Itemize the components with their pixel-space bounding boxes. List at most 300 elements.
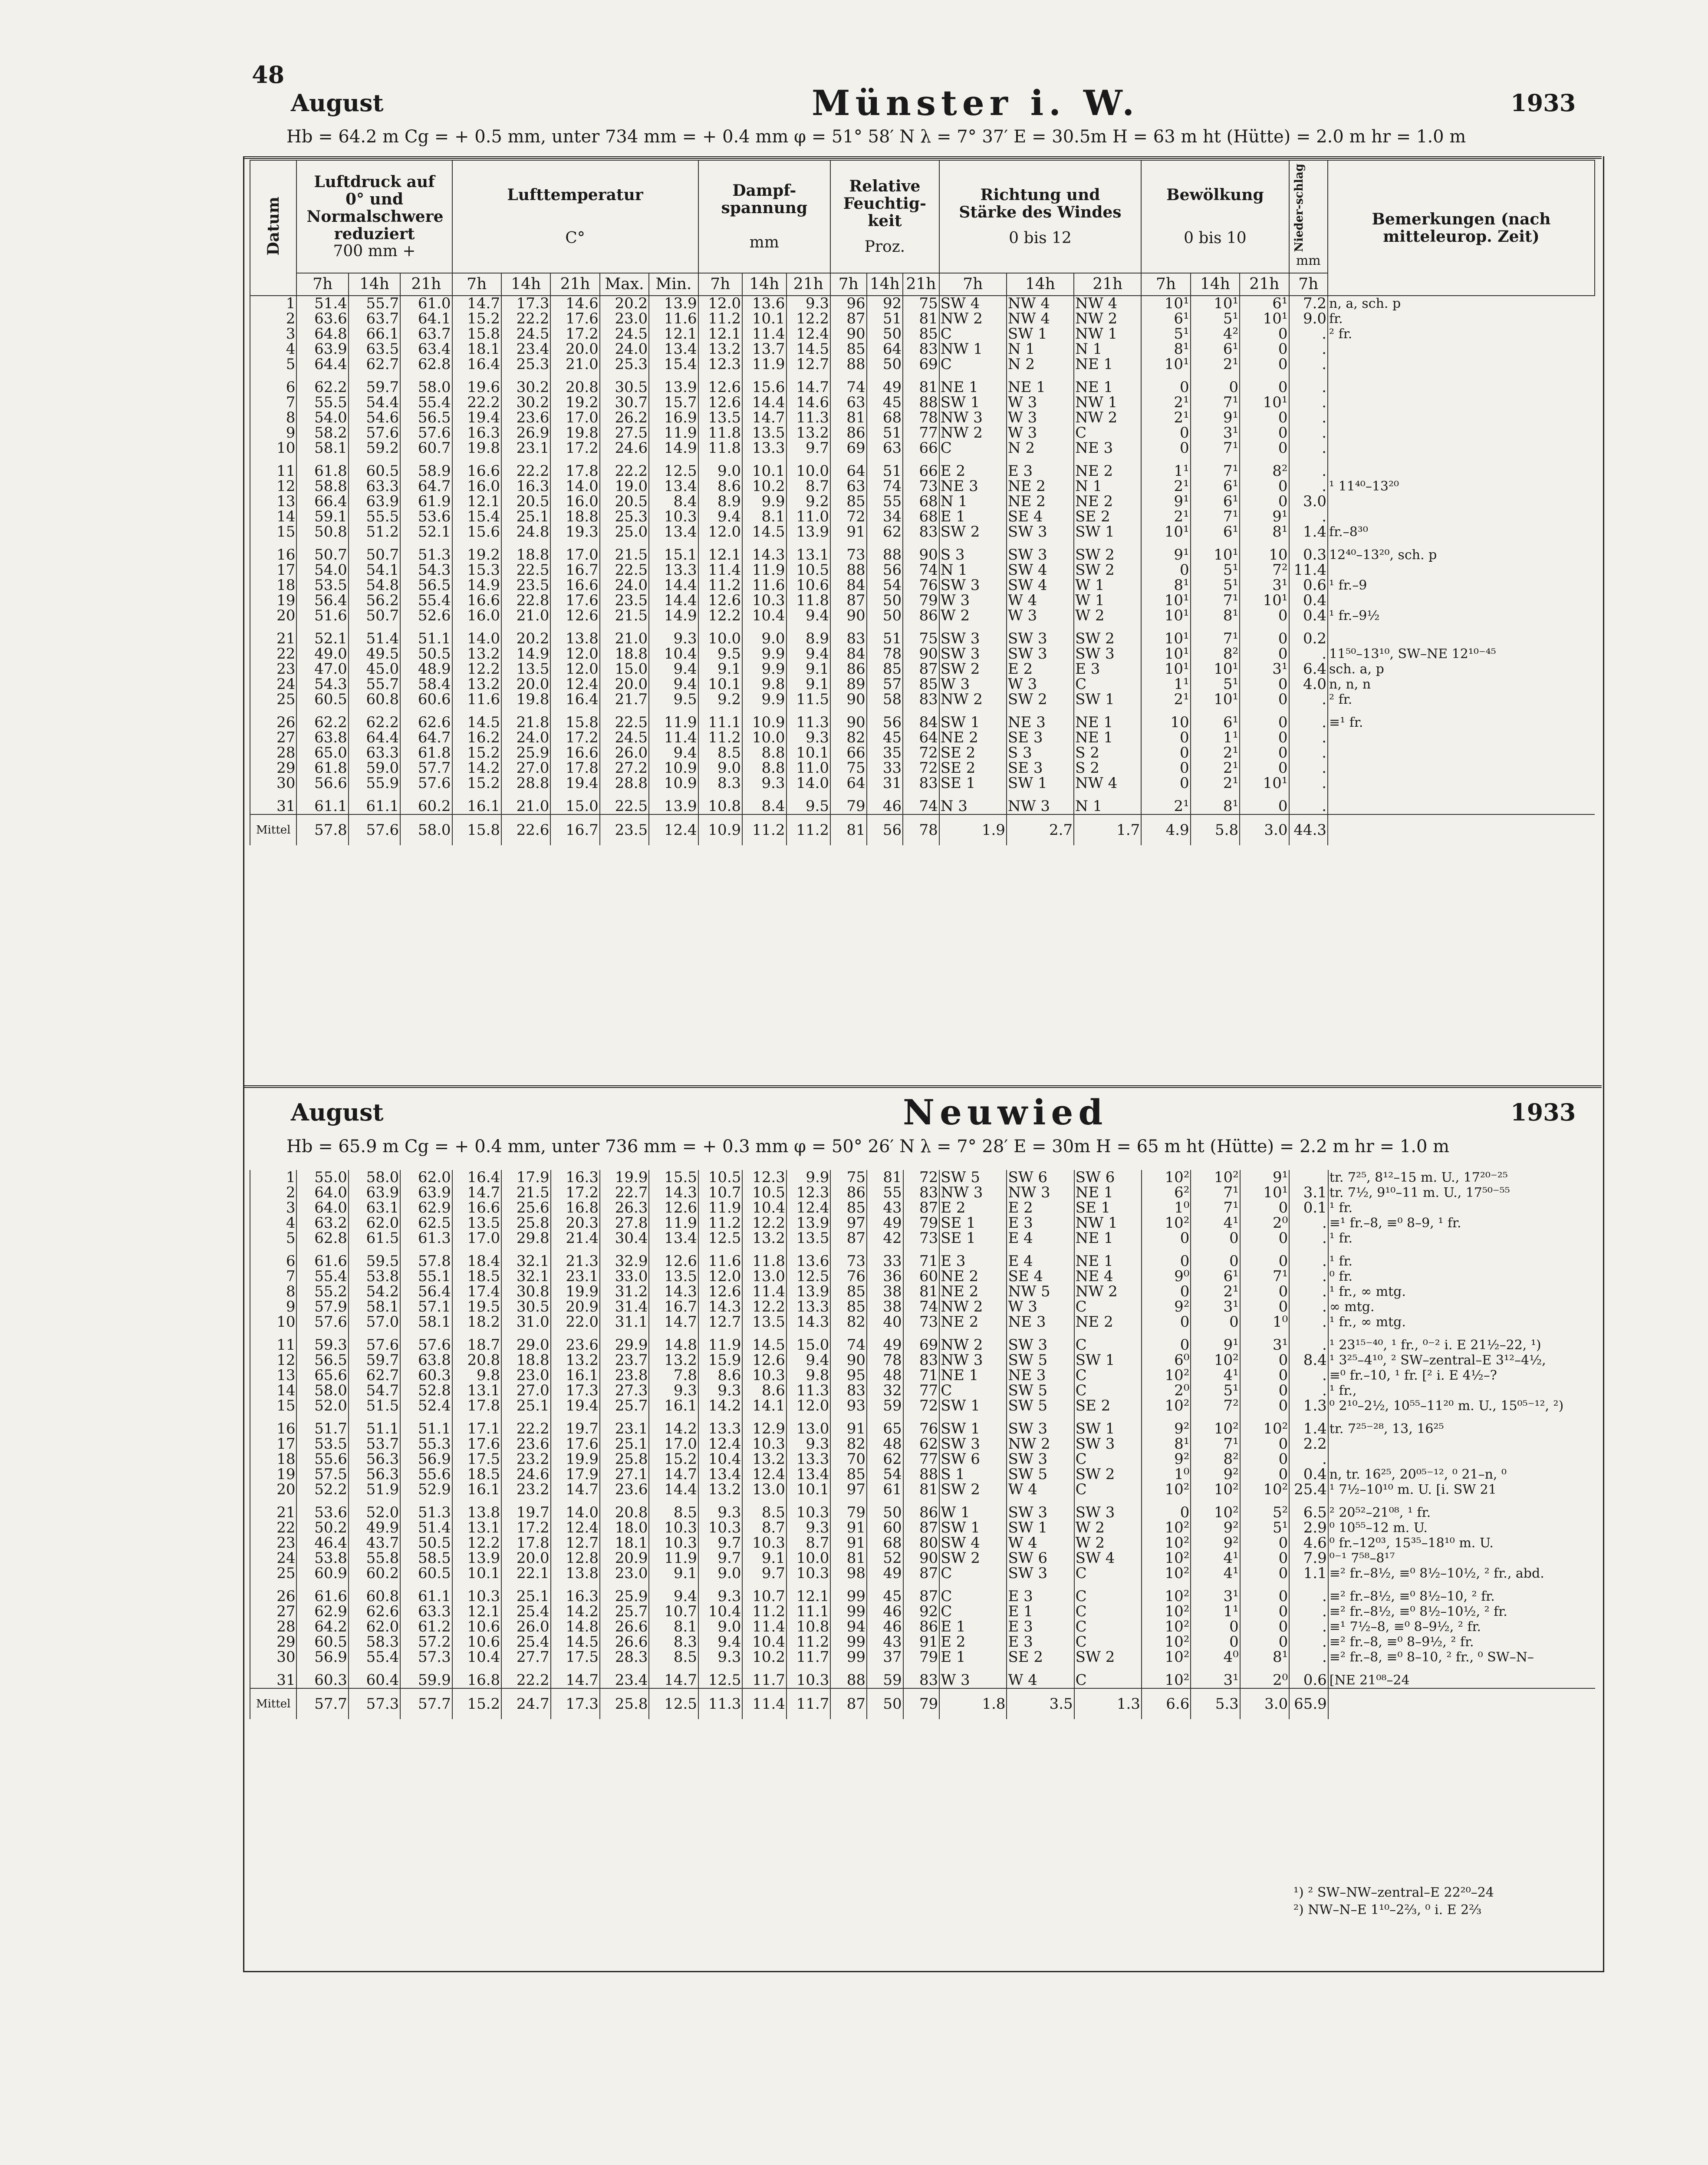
gap-cell — [903, 540, 939, 547]
table-cell: 9.0 — [698, 1566, 743, 1581]
sub-max: Max. — [600, 273, 649, 296]
table-cell: 57.6 — [400, 776, 452, 791]
mean-cell: 3.0 — [1240, 814, 1289, 845]
table-cell: 20.3 — [551, 1216, 600, 1231]
table-cell: 56.5 — [400, 410, 452, 425]
table-cell: 63.8 — [296, 730, 348, 745]
mean-cell: 57.8 — [296, 814, 348, 845]
table-cell: 17.6 — [550, 593, 599, 608]
table-cell: . — [1289, 799, 1328, 814]
table-cell: 10.3 — [649, 1536, 698, 1551]
table-cell — [1328, 380, 1595, 395]
table-cell: NW 2 — [939, 1299, 1007, 1315]
gap-cell — [1141, 623, 1190, 631]
table-cell: ¹ fr.–9 — [1328, 578, 1595, 593]
gap-cell — [452, 372, 501, 380]
table-cell: 10¹ — [1141, 357, 1190, 372]
table-cell: 15.2 — [452, 745, 501, 761]
table-cell — [1328, 357, 1595, 372]
table-cell: 10.8 — [787, 1619, 831, 1634]
gap-cell — [1289, 707, 1328, 715]
gap-cell — [698, 707, 742, 715]
table-cell: 3¹ — [1240, 1338, 1289, 1353]
table-cell: 31.0 — [501, 1315, 550, 1330]
table-cell: 58.0 — [400, 380, 452, 395]
table-cell: 7¹ — [1191, 1200, 1240, 1216]
table-cell: 9.7 — [742, 1566, 787, 1581]
table-cell: 10.3 — [742, 1536, 787, 1551]
table-cell: 9.1 — [649, 1566, 698, 1581]
gap-cell — [1328, 1665, 1595, 1673]
table-cell: 0 — [1141, 745, 1190, 761]
table-cell: 10.6 — [452, 1634, 501, 1650]
table-cell: 0 — [1240, 1551, 1289, 1566]
table-cell: 17.8 — [452, 1398, 501, 1414]
table-row — [250, 662, 1595, 677]
table-cell: 10¹ — [1141, 608, 1190, 623]
gap-cell — [551, 1665, 600, 1673]
table-cell: 22 — [250, 1520, 296, 1536]
gap-cell — [296, 1581, 348, 1589]
table-cell: NE 2 — [1007, 479, 1074, 494]
mean-cell: 57.3 — [349, 1688, 400, 1719]
table-cell: 12.8 — [551, 1551, 600, 1566]
table-cell: 56.5 — [400, 578, 452, 593]
table-cell: 30.2 — [501, 380, 550, 395]
sub-min: Min. — [649, 273, 698, 296]
table-cell: 8¹ — [1142, 1437, 1191, 1452]
row-gap — [250, 1246, 1595, 1254]
table-cell: 0 — [1240, 761, 1289, 776]
table-cell: 9 — [250, 1299, 296, 1315]
row-gap — [250, 540, 1595, 547]
table-cell: 90 — [830, 692, 867, 707]
table-cell: 17.3 — [551, 1383, 600, 1398]
sub-h7: 7h — [830, 273, 867, 296]
table-cell: 1⁰ — [1142, 1467, 1191, 1482]
table-cell: SW 4 — [1007, 578, 1074, 593]
table-cell: 55.6 — [400, 1467, 452, 1482]
section1-month: August — [291, 89, 384, 117]
table-cell: 55.1 — [400, 1269, 452, 1284]
gap-cell — [349, 623, 400, 631]
table-cell: 10.3 — [742, 1368, 787, 1383]
table-cell: SW 6 — [1074, 1170, 1142, 1185]
table-cell: 9.4 — [698, 1634, 743, 1650]
table-cell: NW 3 — [1007, 1185, 1074, 1200]
table-cell: ¹ 11⁴⁰–13²⁰ — [1328, 479, 1595, 494]
gap-cell — [1328, 1497, 1595, 1505]
table-cell: 43.7 — [349, 1536, 400, 1551]
table-cell: 10¹ — [1240, 1185, 1289, 1200]
mean-cell: 10.9 — [698, 814, 742, 845]
table-cell: . — [1289, 441, 1328, 456]
gap-cell — [1289, 1497, 1328, 1505]
table-cell: 13.9 — [787, 1216, 831, 1231]
table-cell: 11.3 — [787, 715, 831, 730]
table-cell: 72 — [903, 1170, 940, 1185]
table-cell: 8.5 — [649, 1505, 698, 1520]
table-cell: 12.3 — [698, 357, 742, 372]
gap-cell — [867, 372, 903, 380]
table-cell: 55.3 — [400, 1437, 452, 1452]
gap-cell — [787, 1414, 831, 1421]
section1-station: Münster i. W. — [812, 82, 1140, 123]
table-cell: 14.9 — [501, 646, 550, 662]
table-cell: 60.3 — [400, 1368, 452, 1383]
gap-cell — [1191, 1497, 1240, 1505]
table-cell: 23.6 — [501, 410, 550, 425]
table-cell: 59.9 — [400, 1673, 452, 1688]
table-cell: 77 — [903, 1383, 940, 1398]
table-cell: 91 — [830, 524, 867, 540]
table-cell: 50.7 — [296, 547, 348, 563]
table-cell: 0 — [1240, 494, 1289, 509]
table-cell: 76 — [830, 1269, 867, 1284]
table-cell: ≡¹ 7½–8, ≡⁰ 8–9½, ² fr. — [1328, 1619, 1595, 1634]
table-cell: 83 — [903, 524, 939, 540]
table-cell: NW 4 — [1007, 311, 1074, 326]
table-row — [250, 631, 1595, 646]
table-cell: NE 2 — [1074, 494, 1141, 509]
gap-cell — [649, 1581, 698, 1589]
table-cell: 60.8 — [349, 1589, 400, 1604]
table-cell: 0 — [1240, 441, 1289, 456]
table-cell: 8¹ — [1141, 578, 1190, 593]
table-cell: . — [1289, 1634, 1328, 1650]
row-gap — [250, 1330, 1595, 1338]
table-cell: 90 — [830, 608, 867, 623]
gap-cell — [1191, 372, 1240, 380]
mean-row — [250, 814, 1595, 845]
table-cell: 13.5 — [501, 662, 550, 677]
table-cell: 14.5 — [452, 715, 501, 730]
table-cell: 7¹ — [1191, 395, 1240, 410]
table-cell: 25.4 — [501, 1604, 550, 1619]
table-cell: 52.1 — [400, 524, 452, 540]
gap-cell — [787, 372, 831, 380]
table-cell: 51.4 — [400, 1520, 452, 1536]
table-cell: 17 — [250, 563, 296, 578]
header-bewoelkung: Bewölkung 0 bis 10 — [1141, 160, 1289, 273]
table-row — [250, 1482, 1595, 1497]
table-cell: NW 5 — [1007, 1284, 1074, 1299]
table-cell: 0 — [1142, 1284, 1191, 1299]
table-row — [250, 677, 1595, 692]
gap-cell — [1191, 1581, 1240, 1589]
table-cell: 10² — [1191, 1170, 1240, 1185]
table-cell: 52.8 — [400, 1383, 452, 1398]
table-cell: 25.4 — [1289, 1482, 1328, 1497]
table-cell: 14 — [250, 509, 296, 524]
table-cell: 55 — [867, 494, 903, 509]
table-cell: 20.8 — [600, 1505, 649, 1520]
header-niederschlag: Nieder-schlag mm — [1289, 160, 1328, 273]
table-cell: 59.0 — [349, 761, 400, 776]
gap-cell — [1191, 707, 1240, 715]
table-cell: . — [1289, 1216, 1328, 1231]
table-cell: 58.3 — [349, 1634, 400, 1650]
table-cell: fr.–8³⁰ — [1328, 524, 1595, 540]
table-cell: SE 1 — [939, 1216, 1007, 1231]
table-cell: E 1 — [939, 509, 1007, 524]
table-cell: 12.5 — [787, 1269, 831, 1284]
table-cell: 56.9 — [400, 1452, 452, 1467]
table-cell: 3.0 — [1289, 494, 1328, 509]
table-cell: 10.3 — [742, 593, 786, 608]
table-cell: 19 — [250, 1467, 296, 1482]
table-cell: 24 — [250, 677, 296, 692]
table-cell: 16.6 — [452, 593, 501, 608]
table-cell: . — [1289, 1254, 1328, 1269]
table-cell: 10.5 — [787, 563, 831, 578]
gap-cell — [742, 791, 786, 799]
gap-cell — [250, 540, 296, 547]
table-cell: 23.1 — [551, 1269, 600, 1284]
table-cell: 16.3 — [551, 1589, 600, 1604]
table-cell: 0 — [1240, 1368, 1289, 1383]
table-cell: 54 — [867, 578, 903, 593]
table-cell: 58 — [867, 692, 903, 707]
table-cell: 11.4 — [649, 730, 698, 745]
table-cell: 25.3 — [501, 357, 550, 372]
table-cell: 23.5 — [600, 593, 649, 608]
gap-cell — [1289, 791, 1328, 799]
table-cell: 14.7 — [551, 1482, 600, 1497]
table-cell: 6⁰ — [1142, 1353, 1191, 1368]
mean-cell: 44.3 — [1289, 814, 1328, 845]
table-cell: . — [1289, 479, 1328, 494]
table-cell: 9.0 — [742, 631, 786, 646]
table-row — [250, 1315, 1595, 1330]
table-cell: 13.3 — [742, 441, 786, 456]
table-cell: 1¹ — [1141, 677, 1190, 692]
table-cell: 16 — [250, 1421, 296, 1437]
mean-cell: 1.7 — [1074, 814, 1141, 845]
row-gap — [250, 1665, 1595, 1673]
section1-year: 1933 — [1511, 89, 1576, 117]
table-cell: 15.6 — [452, 524, 501, 540]
table-cell — [1328, 745, 1595, 761]
table-cell: 85 — [830, 1467, 867, 1482]
table-cell: 64.8 — [296, 326, 348, 342]
table-cell: 12⁴⁰–13²⁰, sch. p — [1328, 547, 1595, 563]
table-row — [250, 1520, 1595, 1536]
table-cell: 8.3 — [649, 1634, 698, 1650]
sub-h21: 21h — [550, 273, 599, 296]
table-cell: 10² — [1142, 1216, 1191, 1231]
table-cell: 15.9 — [698, 1353, 743, 1368]
table-cell: 10² — [1142, 1589, 1191, 1604]
sub-h7: 7h — [296, 273, 348, 296]
table-cell: ¹ 7½–10¹⁰ m. U. [i. SW 21 — [1328, 1482, 1595, 1497]
table-cell: 63.2 — [296, 1216, 348, 1231]
table-row — [250, 1170, 1595, 1185]
table-cell: 61.1 — [296, 799, 348, 814]
table-cell: 25.1 — [501, 1398, 550, 1414]
gap-cell — [1289, 623, 1328, 631]
table-cell: 9.9 — [742, 646, 786, 662]
gap-cell — [830, 623, 867, 631]
table-cell: NE 1 — [1074, 1231, 1142, 1246]
mean-cell: 17.3 — [551, 1688, 600, 1719]
gap-cell — [250, 1581, 296, 1589]
table-cell: 2¹ — [1141, 799, 1190, 814]
table-cell: . — [1289, 715, 1328, 730]
gap-cell — [1074, 707, 1141, 715]
table-cell: C — [1074, 1673, 1142, 1688]
table-cell: . — [1289, 326, 1328, 342]
table-cell: 10² — [1142, 1551, 1191, 1566]
row-gap — [250, 623, 1595, 631]
table-cell: 0 — [1240, 1231, 1289, 1246]
table-row — [250, 524, 1595, 540]
table-cell: 54.0 — [296, 563, 348, 578]
table-cell: 11.2 — [698, 578, 742, 593]
table-cell: 7² — [1191, 1398, 1240, 1414]
table-cell: . — [1289, 1299, 1328, 1315]
table-cell: 14.8 — [551, 1619, 600, 1634]
table-cell: 29.0 — [501, 1338, 550, 1353]
table-cell: 46 — [867, 1604, 903, 1619]
table-cell: 17.5 — [551, 1650, 600, 1665]
table-cell: 0.2 — [1289, 631, 1328, 646]
table-cell: E 2 — [939, 1200, 1007, 1216]
table-row — [250, 1421, 1595, 1437]
table-cell: 55.6 — [296, 1452, 348, 1467]
table-cell: 22.1 — [501, 1566, 550, 1581]
table-cell: 10.1 — [698, 677, 742, 692]
table-cell: 15.0 — [600, 662, 649, 677]
table-cell: 14.3 — [787, 1315, 831, 1330]
table-cell: 14.5 — [787, 342, 831, 357]
mean-cell: Mittel — [250, 814, 296, 845]
table-cell: 62 — [903, 1437, 940, 1452]
table-cell: 10¹ — [1240, 776, 1289, 791]
table-cell: 8.5 — [742, 1505, 787, 1520]
table-cell: C — [939, 1383, 1007, 1398]
table-cell: SE 1 — [939, 1231, 1007, 1246]
table-cell: 3¹ — [1191, 425, 1240, 441]
table-cell: SW 5 — [939, 1170, 1007, 1185]
table-cell: 14.0 — [551, 1505, 600, 1520]
table-cell: 17 — [250, 1437, 296, 1452]
table-cell: 2 — [250, 311, 296, 326]
table-cell: 2¹ — [1191, 357, 1240, 372]
table-cell: 55 — [867, 1185, 903, 1200]
table-cell: 46 — [867, 799, 903, 814]
table-row — [250, 1254, 1595, 1269]
table-cell: 27.0 — [501, 761, 550, 776]
table-cell: 62.0 — [400, 1170, 452, 1185]
table-cell: 65.0 — [296, 745, 348, 761]
table-cell: 68 — [903, 494, 939, 509]
table-cell: 22.7 — [600, 1185, 649, 1200]
table-cell: 5 — [250, 357, 296, 372]
gap-cell — [1191, 1665, 1240, 1673]
table-cell: E 1 — [939, 1619, 1007, 1634]
mean-cell: 1.9 — [939, 814, 1007, 845]
table-cell: 9¹ — [1240, 509, 1289, 524]
table-cell: 57.2 — [400, 1634, 452, 1650]
section2-params: Hb = 65.9 m Cg = + 0.4 mm, unter 736 mm = + 0.3 mm φ = 50° 26′ N λ = 7° 28′ E = 30m H = 65 m ht (Hütte) = 2.2 m hr = 1.0 m — [286, 1137, 1450, 1157]
table-cell: 14.4 — [649, 1482, 698, 1497]
table-cell: 50 — [867, 326, 903, 342]
sub-h7: 7h — [1289, 273, 1328, 296]
table-cell: 0 — [1240, 1353, 1289, 1368]
gap-cell — [400, 456, 452, 464]
table-cell: 2.9 — [1289, 1520, 1328, 1536]
table-cell: 92 — [867, 296, 903, 311]
table-cell: 19.2 — [452, 547, 501, 563]
table-cell: 61.6 — [296, 1254, 348, 1269]
table-cell: SW 2 — [1074, 631, 1141, 646]
table-cell: 14.5 — [551, 1634, 600, 1650]
table-cell: SW 2 — [1074, 563, 1141, 578]
table-cell: SW 6 — [939, 1452, 1007, 1467]
table-cell: 61.8 — [296, 464, 348, 479]
table-cell: 69 — [903, 357, 939, 372]
table-cell: 88 — [867, 547, 903, 563]
table-cell: 25.7 — [600, 1398, 649, 1414]
gap-cell — [501, 540, 550, 547]
table-cell: 77 — [903, 425, 939, 441]
table-cell: 28 — [250, 745, 296, 761]
table-cell: 12.2 — [698, 608, 742, 623]
table-cell: SW 5 — [1007, 1398, 1074, 1414]
gap-cell — [250, 707, 296, 715]
table-cell: 51.7 — [296, 1421, 348, 1437]
table-cell: 63.7 — [400, 326, 452, 342]
table-cell: SW 5 — [1007, 1353, 1074, 1368]
table-cell: 3 — [250, 1200, 296, 1216]
table-cell: 16.9 — [649, 410, 698, 425]
table-cell: 21.7 — [600, 692, 649, 707]
table-cell: 50.7 — [349, 608, 400, 623]
table-cell — [1328, 563, 1595, 578]
table-cell: 62.7 — [349, 357, 400, 372]
table-cell: 0 — [1240, 730, 1289, 745]
table-cell: 63 — [830, 479, 867, 494]
table-cell: 72 — [903, 745, 939, 761]
table-cell: 16.0 — [550, 494, 599, 509]
table-cell: 20.5 — [501, 494, 550, 509]
table-cell: 31.4 — [600, 1299, 649, 1315]
table-cell: 11.7 — [742, 1673, 787, 1688]
table-cell: W 2 — [939, 608, 1007, 623]
mean-cell: 23.5 — [600, 814, 649, 845]
table-cell: 21.0 — [501, 799, 550, 814]
table-cell: 9.0 — [1289, 311, 1328, 326]
table-cell: E 1 — [939, 1650, 1007, 1665]
table-cell: 0 — [1240, 1284, 1289, 1299]
footnote-2: ²) NW–N–E 1¹⁰–2⅔, ⁰ i. E 2⅔ — [1293, 1902, 1482, 1918]
table-cell: 9.9 — [742, 662, 786, 677]
table-cell: . — [1289, 342, 1328, 357]
table-cell: 14.2 — [698, 1398, 743, 1414]
table-cell: N 1 — [1074, 342, 1141, 357]
table-cell — [1328, 799, 1595, 814]
table-cell: 8.6 — [742, 1383, 787, 1398]
table-cell: 9.2 — [698, 692, 742, 707]
table-cell: 56 — [867, 563, 903, 578]
table-row — [250, 380, 1595, 395]
gap-cell — [1328, 1330, 1595, 1338]
gap-cell — [1074, 1414, 1142, 1421]
table-cell: 10² — [1191, 1353, 1240, 1368]
table-cell: SE 3 — [1007, 730, 1074, 745]
table-cell: 88 — [903, 395, 939, 410]
